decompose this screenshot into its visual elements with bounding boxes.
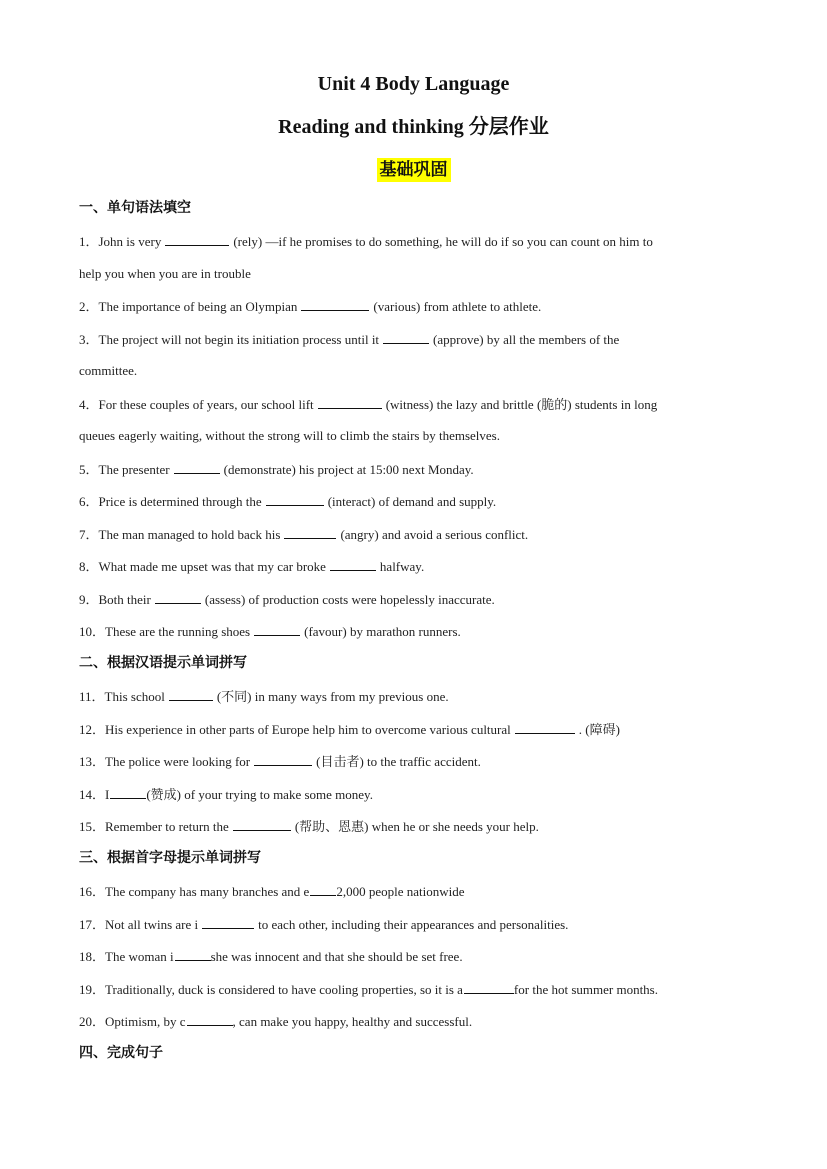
document-subtitle: Reading and thinking 分层作业 [278, 116, 549, 138]
question-8: 8．What made me upset was that my car broke halfway. [79, 556, 424, 577]
question-12: 12．His experience in other parts of Europe help him to overcome various cultural . (障碍) [79, 719, 620, 740]
answer-blank-20[interactable] [187, 1011, 233, 1026]
answer-blank-13[interactable] [254, 751, 312, 766]
answer-blank-18[interactable] [175, 946, 211, 961]
question-3: 3．The project will not begin its initiation process until it (approve) by all the members of the [79, 329, 619, 350]
question-4-cont: queues eagerly waiting, without the strong will to climb the stairs by themselves. [79, 428, 500, 443]
question-19: 19．Traditionally, duck is considered to have cooling properties, so it is a for the hot summer months. [79, 979, 658, 1000]
answer-blank-14[interactable] [110, 784, 146, 799]
section-heading-2: 二、根据汉语提示单词拼写 [79, 655, 247, 671]
section-heading-4: 四、完成句子 [79, 1045, 163, 1061]
answer-blank-3[interactable] [383, 329, 429, 344]
section-heading-1: 一、单句语法填空 [79, 200, 191, 216]
answer-blank-2[interactable] [301, 296, 369, 311]
level-badge: 基础巩固 [377, 158, 451, 182]
question-4: 4．For these couples of years, our school lift (witness) the lazy and brittle (脆的) students in long [79, 394, 657, 415]
answer-blank-17[interactable] [202, 914, 254, 929]
answer-blank-7[interactable] [284, 524, 336, 539]
answer-blank-6[interactable] [266, 491, 324, 506]
question-14: 14．I (赞成) of your trying to make some money. [79, 784, 373, 805]
answer-blank-11[interactable] [169, 686, 213, 701]
answer-blank-19[interactable] [464, 979, 514, 994]
answer-blank-12[interactable] [515, 719, 575, 734]
answer-blank-4[interactable] [318, 394, 382, 409]
question-3-cont: committee. [79, 363, 138, 378]
question-11: 11．This school (不同) in many ways from my previous one. [79, 686, 449, 707]
question-9: 9．Both their (assess) of production costs were hopelessly inaccurate. [79, 589, 495, 610]
question-7: 7．The man managed to hold back his (angry) and avoid a serious conflict. [79, 524, 528, 545]
answer-blank-9[interactable] [155, 589, 201, 604]
question-20: 20．Optimism, by c , can make you happy, healthy and successful. [79, 1011, 472, 1032]
question-1-cont: help you when you are in trouble [79, 266, 251, 281]
answer-blank-1[interactable] [165, 231, 229, 246]
answer-blank-5[interactable] [174, 459, 220, 474]
question-1: 1．John is very (rely) —if he promises to do something, he will do if so you can count on him to [79, 231, 653, 252]
question-16: 16．The company has many branches and e 2,000 people nationwide [79, 881, 464, 902]
question-13: 13．The police were looking for (目击者) to the traffic accident. [79, 751, 481, 772]
question-18: 18．The woman i she was innocent and that she should be set free. [79, 946, 463, 967]
answer-blank-15[interactable] [233, 816, 291, 831]
answer-blank-10[interactable] [254, 621, 300, 636]
level-badge-wrap [0, 158, 827, 182]
document-title: Unit 4 Body Language [317, 73, 510, 95]
question-17: 17．Not all twins are i to each other, including their appearances and personalities. [79, 914, 568, 935]
question-2: 2．The importance of being an Olympian (various) from athlete to athlete. [79, 296, 541, 317]
question-6: 6．Price is determined through the (interact) of demand and supply. [79, 491, 496, 512]
answer-blank-16[interactable] [310, 881, 336, 896]
question-5: 5．The presenter (demonstrate) his project at 15:00 next Monday. [79, 459, 474, 480]
section-heading-3: 三、根据首字母提示单词拼写 [79, 850, 261, 866]
question-15: 15．Remember to return the (帮助、恩惠) when he or she needs your help. [79, 816, 539, 837]
answer-blank-8[interactable] [330, 556, 376, 571]
question-10: 10．These are the running shoes (favour) by marathon runners. [79, 621, 461, 642]
